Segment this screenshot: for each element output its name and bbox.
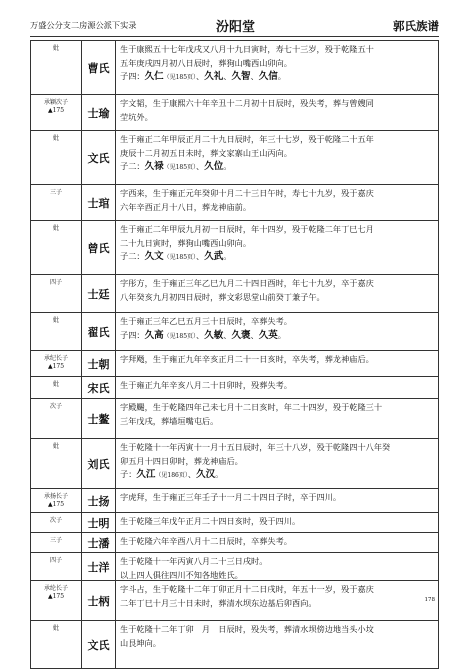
separator: 、 [196,71,205,81]
separator: 、 [196,251,205,261]
table-row [31,533,438,553]
separator: 、 [250,329,259,340]
child-page-reference: （见185页） [163,74,197,81]
children-prefix: 子： [120,469,137,479]
biography-line: 字虎拜，生于雍正三年壬子十一月二十四日子时，卒于四川。 [120,492,342,502]
biography-cell [120,441,434,483]
biography-line: 以上四人俱往四川不知各地姓氏。 [120,569,243,580]
relation-text: 四子 [49,279,62,286]
genealogy-table [30,40,439,669]
person-name: 翟氏 [82,313,116,350]
person-name: 士瑜 [82,95,116,130]
child-name: 久高 [144,329,164,341]
biography-cell [120,277,434,304]
child-name: 久敏 [204,329,224,341]
children-line [120,329,434,344]
biography-line: 五年庚戌四月初八日辰时，葬狗山嘴西山卯向。 [120,57,292,68]
relation-cell [31,95,82,130]
relation-text: ▲175 [47,362,65,370]
person-name: 曾氏 [82,221,116,274]
table-row [31,275,438,313]
relation-cell [31,439,82,488]
biography-cell [120,623,434,650]
biography-line: 山艮坤向。 [120,637,161,648]
table-row [31,313,438,351]
relation-cell [31,399,82,438]
separator: 、 [223,329,232,340]
table-row [31,489,438,513]
table-row [31,131,438,185]
biography-cell [120,515,434,529]
biography-line: 字斗占，生于乾隆十二年丁卯正月十二日戌时，年五十一岁，殁于嘉庆 [120,584,374,594]
biography-cell [120,315,434,343]
biography-cell [120,583,434,610]
person-name: 士廷 [82,275,116,312]
relation-text: ▲175 [47,106,65,114]
table-row [31,351,438,377]
biography-line: 生于康熙五十七年戊戌又八月十九日寅时，寿七十三岁，殁于乾隆五十 [120,44,374,54]
children-prefix: 子二： [120,161,145,171]
person-name: 士洋 [82,553,116,580]
person-name: 士朝 [82,351,116,376]
relation-text: 妣 [52,381,59,388]
biography-line: 字文韬，生于康熙六十年辛丑十二月初十日辰时，殁失考，葬与曾嫂同 [120,98,374,108]
person-name: 刘氏 [82,439,116,488]
child-name: 久智 [231,71,251,82]
relation-text: 妣 [52,625,59,632]
relation-cell [31,553,82,580]
children-suffix: 。 [277,329,286,340]
relation-cell [31,377,82,398]
relation-text: 承颖次子 [43,99,68,106]
child-name: 久汉 [196,469,216,480]
table-row [31,221,438,275]
children-prefix: 子二： [120,251,145,261]
relation-text: 妣 [52,317,59,324]
relation-text: ▲175 [47,500,65,508]
person-name: 宋氏 [82,377,116,398]
person-name: 士琯 [82,185,116,220]
biography-line: 生于乾隆十二年丁卯 月 日辰时，殁失考，葬清水坝傍边地当头小坟 [120,624,374,634]
separator: 、 [223,71,232,81]
relation-text: 妣 [52,135,59,142]
biography-line: 二十九日寅时，葬狗山嘴西山卯向。 [120,237,252,248]
header-lineage-title: 万盛公分支二房源公派下实录 [30,20,137,30]
relation-text: 承扬长子 [43,493,68,500]
biography-line: 字拜飏，生于雍正九年辛亥正月二十一日亥时，卒失考，葬龙神庙后。 [120,354,374,364]
page-header [30,14,439,37]
relation-text: 三子 [49,537,62,544]
table-row [31,439,438,489]
biography-line: 生于乾隆三年戊午正月二十四日亥时，殁于四川。 [120,516,301,526]
child-name: 久仁 [144,71,164,82]
person-name: 文氏 [82,131,116,184]
separator: 、 [187,469,197,479]
children-line [120,70,434,85]
relation-cell [31,221,82,274]
biography-cell [120,133,434,175]
person-name: 士潘 [82,533,116,552]
person-name: 士明 [82,513,116,532]
biography-line: 字西来，生于雍正元年癸卯十月二十三日午时，寿七十九岁，殁于嘉庆 [120,188,374,198]
biography-line: 生于雍正二年甲辰正月二十九日辰时，年三十七岁，殁于乾隆二十五年 [120,134,374,144]
child-name: 久江 [136,469,156,480]
biography-line: 生于雍正二年甲辰九月初一日辰时，年十四岁，殁于乾隆二年丁巳七月 [120,224,374,234]
header-book-title: 郭氏族谱 [393,19,439,33]
child-name: 久英 [258,329,278,341]
children-suffix: 。 [223,251,232,261]
relation-text: 妣 [52,225,59,232]
biography-line: 生于乾隆十一年丙寅十一月十五日辰时，年三十八岁，殁于乾隆四十八年癸 [120,442,391,452]
children-suffix: 。 [215,469,224,479]
biography-line: 茔坑外。 [120,111,153,122]
child-name: 久礼 [204,71,224,82]
children-line [120,468,434,483]
children-suffix: 。 [223,161,232,171]
child-name: 久文 [144,251,164,262]
relation-cell [31,185,82,220]
child-name: 久禄 [144,161,164,172]
person-name: 文氏 [82,621,116,668]
biography-line: 生于乾隆六年辛酉八月十二日辰时，卒葬失考。 [120,536,292,546]
header-hall-name: 汾阳堂 [216,20,256,35]
biography-cell [120,491,434,505]
child-page-reference: （见185页） [163,164,197,171]
table-row [31,553,438,581]
biography-cell [120,555,434,582]
child-page-reference: （见185页） [163,254,197,261]
person-name: 士扬 [82,489,116,512]
relation-cell [31,513,82,532]
table-row [31,513,438,533]
child-page-reference: （见186页） [155,472,188,479]
biography-cell [120,379,434,393]
separator: 、 [196,161,205,171]
biography-cell [120,97,434,124]
table-row [31,185,438,221]
biography-cell [120,535,434,549]
relation-cell [31,489,82,512]
relation-cell [31,41,82,94]
biography-cell [120,223,434,265]
biography-line: 三年戊戌，葬墙垣嘴屯后。 [120,415,219,426]
relation-cell [31,131,82,184]
biography-line: 六年辛酉正月十八日，葬龙神庙前。 [120,201,252,212]
relation-text: ▲175 [47,592,65,600]
relation-cell [31,533,82,552]
relation-text: 承纶长子 [43,585,68,592]
biography-line: 生于乾隆十一年丙寅八月二十三日戌时。 [120,556,268,566]
biography-cell [120,187,434,214]
children-prefix: 子四： [120,329,145,340]
relation-text: 妣 [52,45,59,52]
relation-cell [31,313,82,350]
table-row [31,399,438,439]
children-prefix: 子四： [120,71,145,81]
relation-text: 四子 [49,557,62,564]
relation-cell [31,581,82,620]
table-row [31,377,438,399]
table-row [31,95,438,131]
biography-line: 八年癸亥九月初四日辰时，葬文彩思堂山前癸丁兼子午。 [120,291,325,302]
biography-cell [120,353,434,367]
relation-text: 次子 [49,403,62,410]
children-line [120,160,434,175]
relation-text: 承纪长子 [43,355,68,362]
person-name: 士鳌 [82,399,116,438]
relation-text: 妣 [52,443,59,450]
biography-line: 生于雍正九年辛亥八月二十日卯时，殁葬失考。 [120,380,292,390]
separator: 、 [196,329,205,340]
biography-cell [120,401,434,428]
person-name: 曹氏 [82,41,116,94]
table-row [31,621,438,668]
relation-cell [31,621,82,668]
relation-text: 次子 [49,517,62,524]
table-row [31,41,438,95]
child-name: 久位 [204,161,224,172]
separator: 、 [250,71,259,81]
biography-line: 字殿颺，生于乾隆四年己未七月十二日亥时，年二十四岁，殁于乾隆三十 [120,402,383,412]
page-number: 178 [424,597,435,603]
biography-line: 字彤方，生于雍正三年乙巳九月二十四日酉时，年七十九岁，卒于嘉庆 [120,278,374,288]
relation-text: 三子 [49,189,62,196]
child-name: 久武 [204,251,224,262]
children-line [120,250,434,265]
biography-cell [120,43,434,85]
child-name: 久褒 [231,329,251,341]
biography-line: 生于雍正三年乙巳五月三十日辰时，卒葬失考。 [120,316,292,326]
children-suffix: 。 [277,71,286,81]
biography-line: 卯五月十四日卯时，葬龙神庙后。 [120,455,243,466]
child-page-reference: （见185页） [163,332,197,340]
biography-line: 二年丁巳十月三十日未时，葬清水坝东边基后卯酉向。 [120,597,317,608]
table-row [31,581,438,621]
relation-cell [31,275,82,312]
biography-line: 庚辰十二月初五日未时，葬文家寨山王山丙向。 [120,147,292,158]
person-name: 士柄 [82,581,116,620]
relation-cell [31,351,82,376]
child-name: 久信 [258,71,278,82]
